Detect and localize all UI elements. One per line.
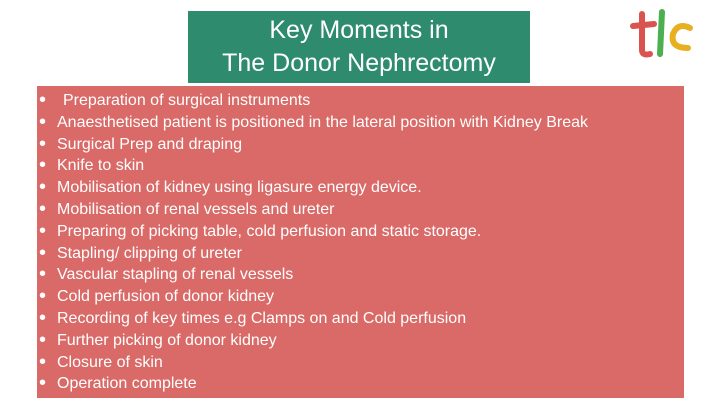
list-item [37,221,588,243]
bullet-icon: • [39,89,47,111]
list-item-text: Closure of skin [57,353,163,371]
bullet-icon: • [39,285,47,308]
list-item-text: Stapling/ clipping of ureter [57,244,242,262]
list-item [37,264,588,286]
list-item [37,352,588,374]
list-item-text: Recording of key times e.g Clamps on and Cold perfusion [57,309,467,327]
list-item-text: Mobilisation of renal vessels and ureter [57,200,335,218]
list-item [37,155,588,177]
title-line-1: Key Moments in [269,16,449,44]
bullet-icon: • [39,328,47,351]
list-item [37,308,588,330]
bullet-icon: • [39,219,47,242]
key-moments-panel [37,86,684,398]
bullet-icon: • [39,263,47,286]
list-item-text: Further picking of donor kidney [57,331,277,349]
bullet-icon: • [39,350,47,373]
tlc-logo-icon [628,4,700,68]
bullet-icon: • [39,110,47,133]
bullet-icon: • [39,132,47,155]
list-item [37,286,588,308]
list-item-text: Preparation of surgical instruments [63,92,311,109]
bullet-icon: • [39,176,47,199]
list-item [37,112,588,134]
list-item [37,199,588,221]
list-item [37,134,588,156]
bullet-icon: • [39,372,47,395]
list-item-text: Knife to skin [57,157,145,175]
list-item [37,90,588,112]
list-item [37,330,588,352]
bullet-icon: • [39,154,47,177]
list-item-text: Preparing of picking table, cold perfusion and static storage. [57,222,482,240]
list-item-text: Mobilisation of kidney using ligasure energy device. [57,179,422,197]
title-line-2: The Donor Nephrectomy [222,49,496,77]
key-moments-list [37,90,588,395]
list-item-text: Surgical Prep and draping [57,135,243,153]
slide-title [188,11,530,83]
bullet-icon: • [39,241,47,264]
bullet-icon: • [39,306,47,329]
list-item [37,243,588,265]
list-item-text: Cold perfusion of donor kidney [57,288,275,306]
list-item [37,373,588,395]
bullet-icon: • [39,197,47,220]
list-item [37,177,588,199]
list-item-text: Vascular stapling of renal vessels [57,266,294,284]
list-item-text: Operation complete [57,375,197,393]
list-item-text: Anaesthetised patient is positioned in the lateral position with Kidney Break [57,113,588,131]
